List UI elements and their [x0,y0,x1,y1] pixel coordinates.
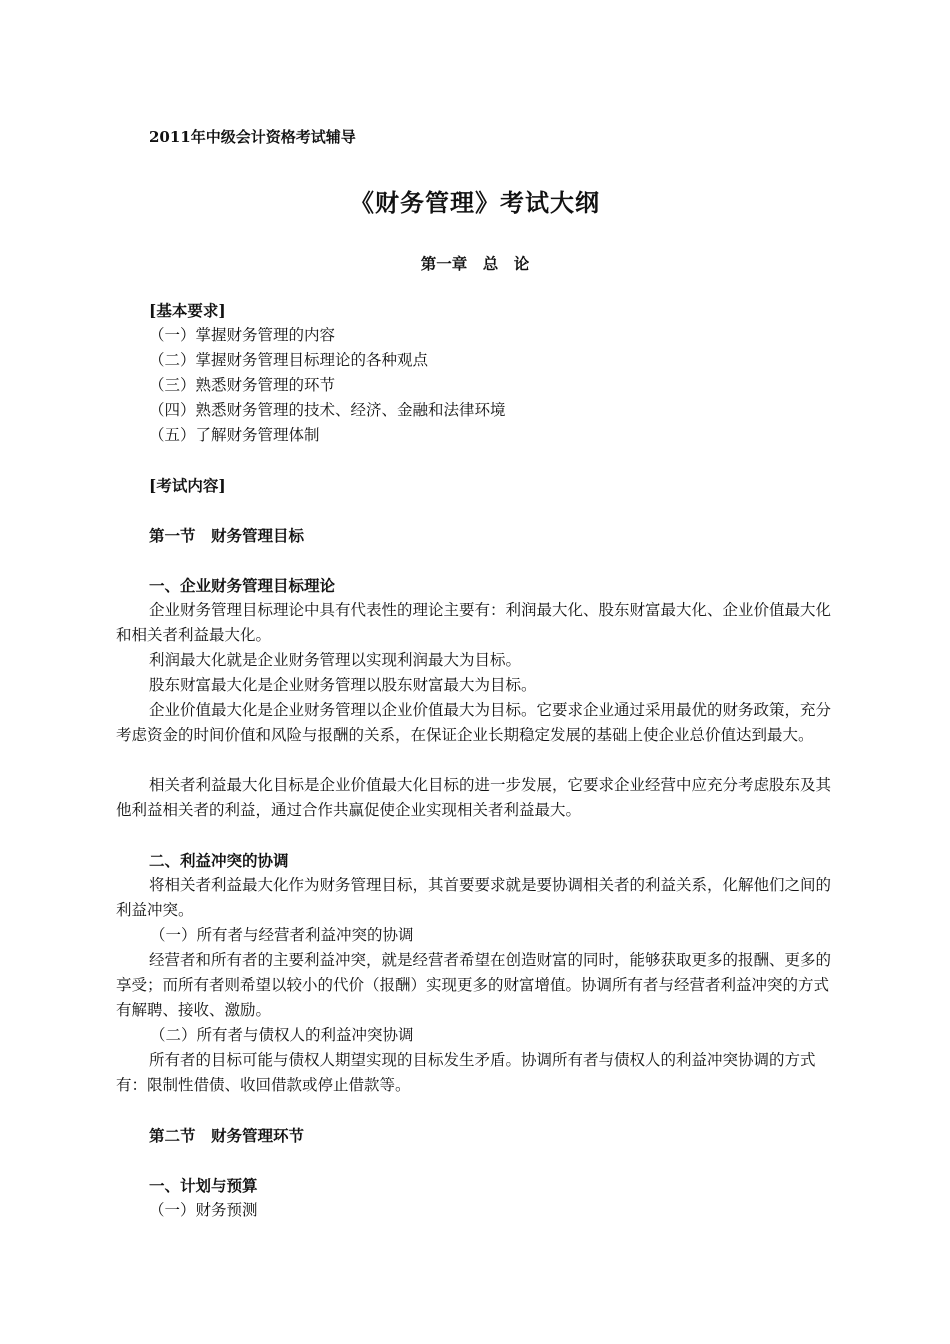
section2-sub1-heading: 一、计划与预算 [149,1176,258,1195]
paragraph: 企业财务管理目标理论中具有代表性的理论主要有：利润最大化、股东财富最大化、企业价值最大化和相关者利益最大化。 [116,601,832,644]
exam-content-heading: [考试内容] [149,476,226,495]
paragraph: 经营者和所有者的主要利益冲突，就是经营者希望在创造财富的同时，能够获取更多的报酬、更多的享受；而所有者则希望以较小的代价（报酬）实现更多的财富增值。协调所有者与经营者利益冲突的方式有解聘、接收、激励。 [116,951,832,1019]
requirement-item: （一）掌握财务管理的内容 [149,326,336,344]
requirement-item: （四）熟悉财务管理的技术、经济、金融和法律环境 [149,401,506,419]
chapter-title: 第一章 总 论 [420,254,530,273]
requirement-item: （二）掌握财务管理目标理论的各种观点 [149,351,429,369]
section1-sub1-heading: 一、企业财务管理目标理论 [149,576,336,595]
section2-heading: 第二节 财务管理环节 [149,1126,305,1145]
paragraph: 利润最大化就是企业财务管理以实现利润最大为目标。 [149,651,522,669]
paragraph: 相关者利益最大化目标是企业价值最大化目标的进一步发展，它要求企业经营中应充分考虑股东及其他利益相关者的利益，通过合作共赢促使企业实现相关者利益最大。 [116,776,832,819]
paragraph: 企业价值最大化是企业财务管理以企业价值最大为目标。它要求企业通过采用最优的财务政策，充分考虑资金的时间价值和风险与报酬的关系，在保证企业长期稳定发展的基础上使企业总价值达到最大。 [116,701,832,744]
paragraph: 将相关者利益最大化作为财务管理目标，其首要要求就是要协调相关者的利益关系，化解他们之间的利益冲突。 [116,876,832,919]
paragraph: 股东财富最大化是企业财务管理以股东财富最大为目标。 [149,676,537,694]
list-item: （二）所有者与债权人的利益冲突协调 [150,1026,414,1044]
paragraph: 所有者的目标可能与债权人期望实现的目标发生矛盾。协调所有者与债权人的利益冲突协调的方式有：限制性借债、收回借款或停止借款等。 [116,1051,816,1094]
document-header: 2011年中级会计资格考试辅导 [149,128,356,146]
list-item: （一）财务预测 [149,1201,258,1219]
document-title: 《财务管理》考试大纲 [350,188,600,217]
requirement-item: （五）了解财务管理体制 [149,426,320,444]
section1-sub2-heading: 二、利益冲突的协调 [149,851,289,870]
section1-heading: 第一节 财务管理目标 [149,526,305,545]
requirement-item: （三）熟悉财务管理的环节 [149,376,336,394]
basic-requirements-heading: [基本要求] [149,301,226,320]
list-item: （一）所有者与经营者利益冲突的协调 [150,926,414,944]
